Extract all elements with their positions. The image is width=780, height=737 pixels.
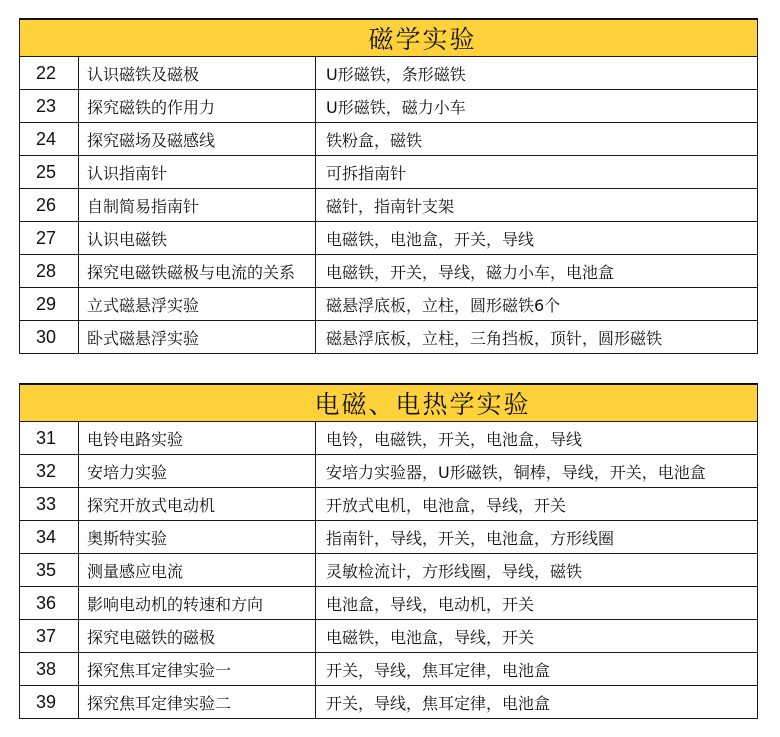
experiment-materials: 可拆指南针 [316,156,758,189]
table-row [20,321,758,354]
magnetism-table-body [20,57,758,354]
experiment-number: 39 [20,686,79,719]
experiment-number: 26 [20,189,79,222]
experiment-materials: 电磁铁，电池盒，开关，导线 [316,222,758,255]
table-row [20,189,758,222]
experiment-number: 27 [20,222,79,255]
table-row [20,620,758,653]
experiment-number: 22 [20,57,79,90]
section-title: 磁学实验 [20,19,758,57]
experiment-number: 37 [20,620,79,653]
experiment-name: 影响电动机的转速和方向 [79,587,316,620]
table-row [20,488,758,521]
experiment-name: 认识磁铁及磁极 [79,57,316,90]
experiment-number: 33 [20,488,79,521]
section-title: 电磁、电热学实验 [20,384,758,422]
experiment-number: 32 [20,455,79,488]
table-row [20,123,758,156]
electromagnetism-section [19,383,757,719]
magnetism-section [19,18,757,354]
experiment-materials: 磁悬浮底板，立柱，三角挡板，顶针，圆形磁铁 [316,321,758,354]
experiment-number: 34 [20,521,79,554]
experiment-name: 探究开放式电动机 [79,488,316,521]
table-row [20,57,758,90]
experiment-materials: 安培力实验器，U形磁铁，铜棒，导线，开关，电池盒 [316,455,758,488]
experiment-name: 自制简易指南针 [79,189,316,222]
section-header-row [20,384,758,422]
experiment-number: 35 [20,554,79,587]
table-row [20,455,758,488]
experiment-name: 认识电磁铁 [79,222,316,255]
table-row [20,686,758,719]
experiment-name: 安培力实验 [79,455,316,488]
experiment-materials: 磁悬浮底板，立柱，圆形磁铁6个 [316,288,758,321]
experiment-name: 探究电磁铁磁极与电流的关系 [79,255,316,288]
experiment-materials: 指南针，导线，开关，电池盒，方形线圈 [316,521,758,554]
table-row [20,554,758,587]
experiment-materials: 灵敏检流计，方形线圈，导线，磁铁 [316,554,758,587]
experiment-name: 立式磁悬浮实验 [79,288,316,321]
section-header-row [20,19,758,57]
table-row [20,156,758,189]
experiment-materials: 铁粉盒，磁铁 [316,123,758,156]
table-row [20,90,758,123]
experiment-materials: 磁针，指南针支架 [316,189,758,222]
experiment-number: 28 [20,255,79,288]
experiment-number: 29 [20,288,79,321]
experiment-name: 认识指南针 [79,156,316,189]
experiment-materials: 电池盒，导线，电动机，开关 [316,587,758,620]
table-row [20,521,758,554]
experiment-name: 探究焦耳定律实验一 [79,653,316,686]
experiment-number: 25 [20,156,79,189]
table-row [20,222,758,255]
experiment-number: 36 [20,587,79,620]
experiment-name: 奥斯特实验 [79,521,316,554]
experiment-number: 38 [20,653,79,686]
magnetism-table [19,18,758,354]
experiment-name: 探究磁铁的作用力 [79,90,316,123]
experiment-number: 31 [20,422,79,455]
experiment-name: 测量感应电流 [79,554,316,587]
experiment-materials: U形磁铁，条形磁铁 [316,57,758,90]
experiment-number: 24 [20,123,79,156]
table-row [20,255,758,288]
experiment-materials: 开关，导线，焦耳定律，电池盒 [316,686,758,719]
table-row [20,653,758,686]
experiment-name: 探究磁场及磁感线 [79,123,316,156]
experiment-materials: 电磁铁，开关，导线，磁力小车，电池盒 [316,255,758,288]
experiment-name: 探究电磁铁的磁极 [79,620,316,653]
table-row [20,422,758,455]
experiment-materials: 开关，导线，焦耳定律，电池盒 [316,653,758,686]
table-row [20,587,758,620]
experiment-number: 30 [20,321,79,354]
experiment-number: 23 [20,90,79,123]
electromagnetism-table [19,383,758,719]
experiment-name: 电铃电路实验 [79,422,316,455]
experiment-materials: U形磁铁，磁力小车 [316,90,758,123]
table-row [20,288,758,321]
experiment-materials: 电铃，电磁铁，开关，电池盒，导线 [316,422,758,455]
experiment-name: 探究焦耳定律实验二 [79,686,316,719]
electromagnetism-table-body [20,422,758,719]
experiment-name: 卧式磁悬浮实验 [79,321,316,354]
experiment-materials: 开放式电机，电池盒，导线，开关 [316,488,758,521]
experiment-materials: 电磁铁，电池盒，导线，开关 [316,620,758,653]
